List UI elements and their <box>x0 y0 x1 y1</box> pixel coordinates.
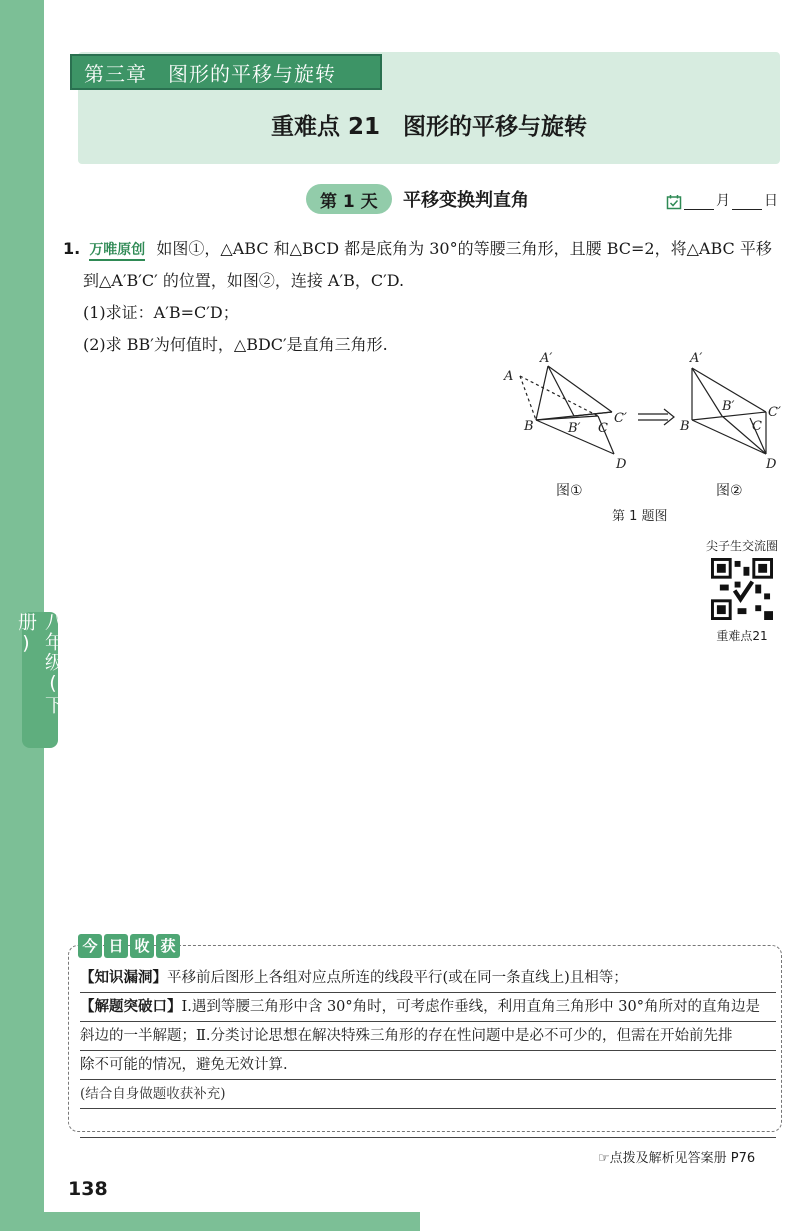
figure-main-caption: 第 1 题图 <box>612 509 668 524</box>
day-badge: 第 1 天 <box>306 184 392 214</box>
summary-title-char: 获 <box>156 934 180 958</box>
breakthrough-line-2: 斜边的一半解题；Ⅱ.分类讨论思想在解决特殊三角形的存在性问题中是必不可少的，但需在开始前先排 <box>80 1022 776 1051</box>
summary-blank-line[interactable] <box>80 1109 776 1138</box>
bottom-color-strip <box>0 1212 420 1231</box>
day-label: 日 <box>764 193 778 209</box>
fig2-label-B: B <box>680 419 690 434</box>
figure-caption-2: 图② <box>716 483 743 499</box>
qr-block <box>700 537 784 644</box>
knowledge-text: 平移前后图形上各组对应点所连的线段平行(或在同一条直线上)且相等； <box>167 970 628 986</box>
problem-part-2: (2)求 BB′为何值时，△BDC′是直角三角形. <box>83 335 388 354</box>
breakthrough-line-3: 除不可能的情况，避免无效计算. <box>80 1051 776 1080</box>
qr-code-icon[interactable] <box>711 558 773 620</box>
month-label: 月 <box>716 193 730 209</box>
problem-part-1: (1)求证：A′B=C′D； <box>83 303 239 322</box>
answer-reference: ☞点拨及解析见答案册 P76 <box>598 1151 756 1166</box>
summary-title <box>78 934 180 958</box>
grade-tab: 八年级(下册) <box>22 612 58 748</box>
breakthrough-line-1: Ⅰ.遇到等腰三角形中含 30°角时，可考虑作垂线，利用直角三角形中 30°角所对的直角边是 <box>181 999 760 1015</box>
fig1-label-C-prime: C′ <box>614 411 627 426</box>
breakthrough-row-1 <box>80 993 776 1022</box>
fig1-label-A: A <box>504 369 514 384</box>
fig1-label-B-prime: B′ <box>568 421 581 436</box>
summary-note: (结合自身做题收获补充) <box>80 1080 776 1109</box>
chapter-label: 第三章 图形的平移与旋转 <box>70 54 382 90</box>
fig1-label-D: D <box>616 457 627 472</box>
problem-stem-1: 如图①，△ABC 和△BCD 都是底角为 30°的等腰三角形，且腰 BC=2，将△ABC 平移 <box>156 239 772 258</box>
summary-title-char: 收 <box>130 934 154 958</box>
summary-title-char: 日 <box>104 934 128 958</box>
problem-1 <box>63 233 783 361</box>
day-blank[interactable] <box>732 195 762 210</box>
fig1-label-B: B <box>524 419 534 434</box>
fig2-label-A-prime: A′ <box>690 351 703 366</box>
figure-caption-1: 图① <box>556 483 583 499</box>
figure-1 <box>503 351 627 472</box>
problem-number: 1. <box>63 239 81 258</box>
figure-2 <box>679 351 781 472</box>
date-field <box>666 190 782 210</box>
problem-figure <box>496 350 786 530</box>
calendar-check-icon <box>666 194 682 210</box>
fig2-label-D: D <box>766 457 777 472</box>
section-title: 重难点 21 图形的平移与旋转 <box>270 114 587 140</box>
arrow-icon <box>638 409 674 425</box>
knowledge-head: 【知识漏洞】 <box>80 970 167 986</box>
breakthrough-head: 【解题突破口】 <box>80 999 182 1015</box>
fig2-label-C: C <box>752 419 762 434</box>
page-number: 138 <box>68 1178 108 1200</box>
summary-body <box>80 964 776 1138</box>
fig2-label-B-prime: B′ <box>722 399 735 414</box>
qr-top-text: 尖子生交流圈 <box>705 539 778 553</box>
qr-bottom-text: 重难点21 <box>716 629 768 643</box>
original-tag: 万唯原创 <box>89 241 145 261</box>
fig2-label-C-prime: C′ <box>768 405 781 420</box>
problem-line1 <box>63 233 783 265</box>
day-title: 平移变换判直角 <box>403 190 529 211</box>
summary-title-char: 今 <box>78 934 102 958</box>
fig1-label-C: C <box>598 421 608 436</box>
problem-stem-2: 到△A′B′C′ 的位置，如图②，连接 A′B，C′D. <box>83 271 405 290</box>
fig1-label-A-prime: A′ <box>540 351 553 366</box>
month-blank[interactable] <box>684 195 714 210</box>
knowledge-row <box>80 964 776 993</box>
